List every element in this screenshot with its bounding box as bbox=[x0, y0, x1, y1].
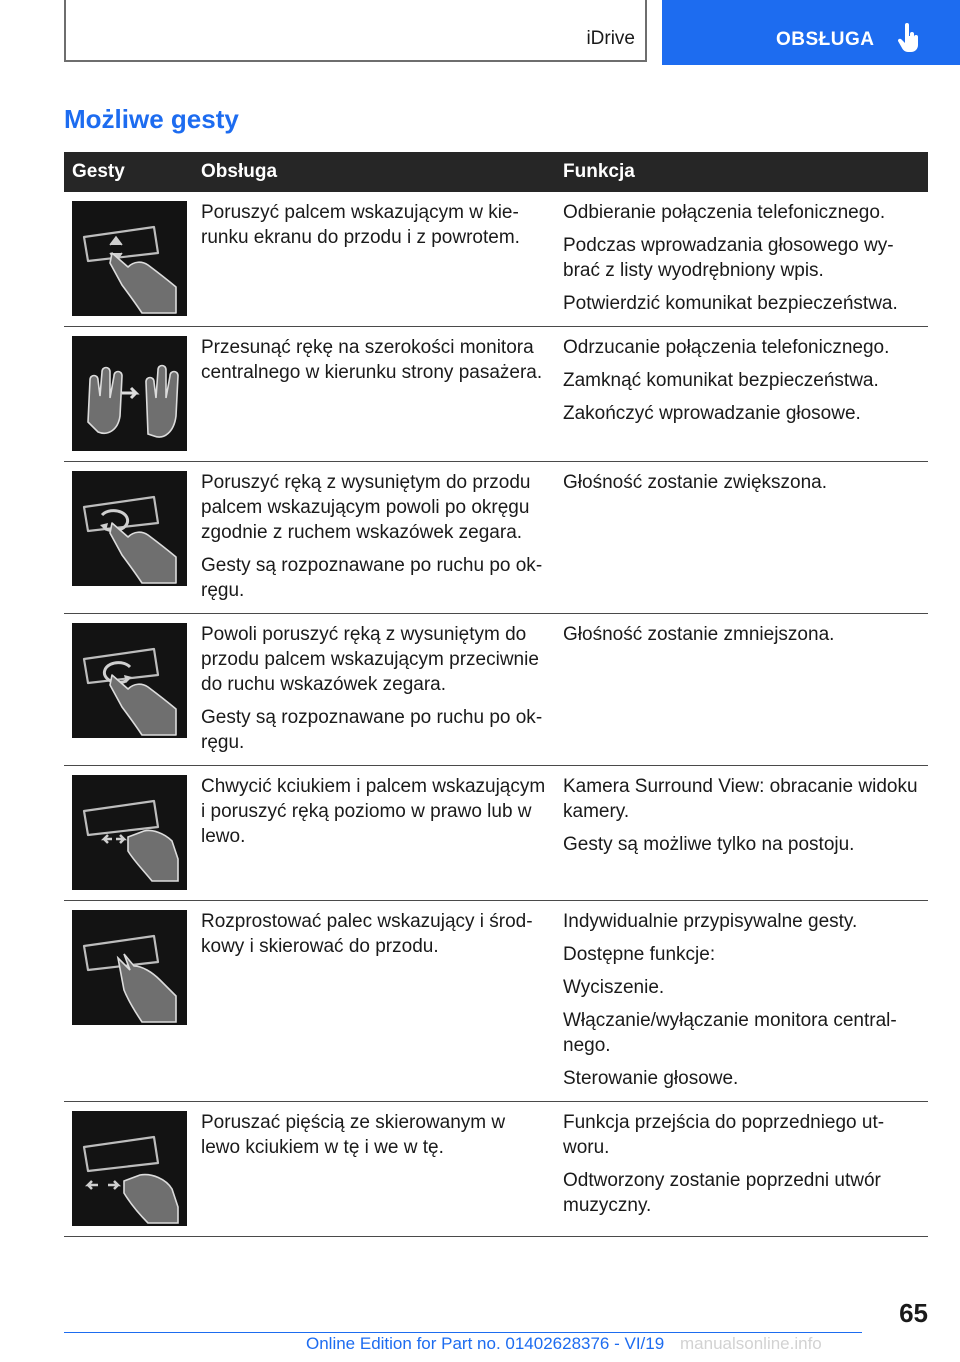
table-row bbox=[64, 901, 928, 1102]
function-text: Podczas wprowadzania głosowego wybrać z listy wyodrębniony wpis. bbox=[563, 235, 894, 281]
footer-watermark: manualsonline.info bbox=[680, 1334, 822, 1353]
gesture-cell bbox=[64, 766, 193, 901]
function-text: Gesty są możliwe tylko na postoju. bbox=[563, 834, 855, 855]
page-title: Możliwe gesty bbox=[64, 104, 239, 134]
header-section-tab[interactable] bbox=[662, 0, 960, 65]
gesture-cell bbox=[64, 901, 193, 1102]
table-row bbox=[64, 462, 928, 614]
gesture-cell bbox=[64, 462, 193, 614]
gesture-point-forward-illustration bbox=[72, 201, 187, 316]
function-text: Wyciszenie. bbox=[563, 977, 665, 998]
operation-cell bbox=[193, 901, 555, 1102]
gestures-table bbox=[64, 152, 928, 1237]
footer-edition: Online Edition for Part no. 01402628376 - VI/19 bbox=[306, 1334, 665, 1353]
function-text: Dostępne funkcje: bbox=[563, 944, 716, 965]
operation-cell bbox=[193, 462, 555, 614]
table-row bbox=[64, 192, 928, 327]
gesture-circle-cw-illustration bbox=[72, 471, 187, 586]
operation-cell bbox=[193, 1102, 555, 1237]
function-text: Włączanie/wyłączanie monitora centralnego. bbox=[563, 1010, 897, 1056]
operation-text: Powoli poruszyć ręką z wysuniętym do przodu palcem wskazującym przeciwnie do ruchu wskazówek zegara. bbox=[201, 624, 539, 695]
operation-text: Rozprostować palec wskazujący i środkowy i skierować do przodu. bbox=[201, 911, 533, 957]
gesture-circle-ccw-illustration bbox=[72, 623, 187, 738]
chapter-label: iDrive bbox=[586, 28, 635, 49]
pointing-hand-icon bbox=[898, 23, 920, 53]
footer-divider bbox=[64, 1332, 862, 1333]
gesture-cell bbox=[64, 614, 193, 766]
function-cell bbox=[555, 766, 928, 901]
operation-text: Poruszyć palcem wskazującym w kierunku ekranu do przodu i z powrotem. bbox=[201, 202, 520, 248]
column-header-function: Funkcja bbox=[555, 152, 928, 192]
function-text: Zamknąć komunikat bezpieczeństwa. bbox=[563, 370, 879, 391]
gesture-cell bbox=[64, 1102, 193, 1237]
column-header-operation: Obsługa bbox=[193, 152, 555, 192]
table-row bbox=[64, 1102, 928, 1237]
page-number: 65 bbox=[899, 1298, 928, 1328]
function-cell bbox=[555, 327, 928, 462]
function-text: Indywidualnie przypisywalne gesty. bbox=[563, 911, 858, 932]
gesture-pinch-rotate-illustration bbox=[72, 775, 187, 890]
function-text: Odtworzony zostanie poprzedni utwór muzyczny. bbox=[563, 1170, 881, 1216]
operation-text: Poruszać pięścią ze skierowanym w lewo kciukiem w tę i we w tę. bbox=[201, 1112, 506, 1158]
operation-text: Gesty są rozpoznawane po ruchu po okręgu. bbox=[201, 707, 543, 753]
table-body bbox=[64, 192, 928, 1237]
table-row bbox=[64, 766, 928, 901]
table-row bbox=[64, 327, 928, 462]
gesture-swipe-illustration bbox=[72, 336, 187, 451]
function-text: Kamera Surround View: obracanie widoku kamery. bbox=[563, 776, 918, 822]
function-cell bbox=[555, 462, 928, 614]
operation-cell bbox=[193, 192, 555, 327]
header-chapter-box bbox=[64, 0, 647, 62]
function-cell bbox=[555, 192, 928, 327]
function-cell bbox=[555, 901, 928, 1102]
function-cell bbox=[555, 614, 928, 766]
gesture-two-fingers-illustration bbox=[72, 910, 187, 1025]
function-text: Sterowanie głosowe. bbox=[563, 1068, 739, 1089]
operation-cell bbox=[193, 327, 555, 462]
function-text: Zakończyć wprowadzanie głosowe. bbox=[563, 403, 861, 424]
function-text: Głośność zostanie zmniejszona. bbox=[563, 624, 835, 645]
table-header-row bbox=[64, 152, 928, 192]
operation-cell bbox=[193, 766, 555, 901]
table-row bbox=[64, 614, 928, 766]
operation-text: Gesty są rozpoznawane po ruchu po okręgu. bbox=[201, 555, 543, 601]
gesture-cell bbox=[64, 327, 193, 462]
function-cell bbox=[555, 1102, 928, 1237]
function-text: Głośność zostanie zwiększona. bbox=[563, 472, 828, 493]
operation-text: Poruszyć ręką z wysuniętym do przodu palcem wskazującym powoli po okręgu zgodnie z ruchem wskazówek zegara. bbox=[201, 472, 531, 543]
operation-text: Chwycić kciukiem i palcem wskazującym i poruszyć ręką poziomo w prawo lub w lewo. bbox=[201, 776, 546, 847]
function-text: Funkcja przejścia do poprzedniego utworu. bbox=[563, 1112, 885, 1158]
operation-text: Przesunąć rękę na szerokości monitora centralnego w kierunku strony pasażera. bbox=[201, 337, 543, 383]
function-text: Odrzucanie połączenia telefonicznego. bbox=[563, 337, 890, 358]
operation-cell bbox=[193, 614, 555, 766]
section-label: OBSŁUGA bbox=[776, 29, 875, 50]
gesture-fist-thumb-illustration bbox=[72, 1111, 187, 1226]
gesture-cell bbox=[64, 192, 193, 327]
function-text: Odbieranie połączenia telefonicznego. bbox=[563, 202, 886, 223]
function-text: Potwierdzić komunikat bezpieczeństwa. bbox=[563, 293, 898, 314]
column-header-gestures: Gesty bbox=[64, 152, 193, 192]
